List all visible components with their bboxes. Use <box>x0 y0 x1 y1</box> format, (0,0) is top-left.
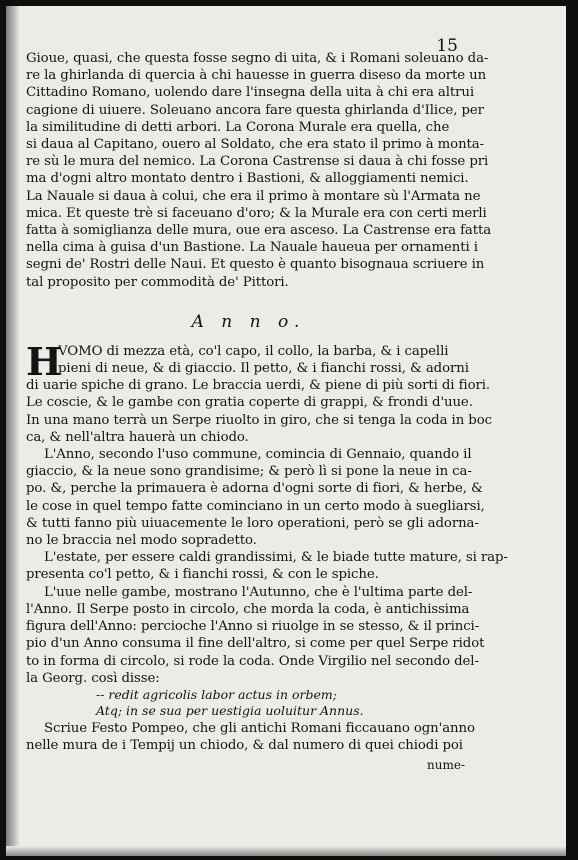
text-line: la similitudine di detti arbori. La Corona Murale era quella, che <box>26 119 450 135</box>
text-line: L'uue nelle gambe, mostrano l'Autunno, che è l'ultima parte del- <box>44 584 473 600</box>
text-line: cagione di uiuere. Soleuano ancora fare questa ghirlanda d'Ilice, per <box>26 102 484 118</box>
text-line: pieni di neue, & di giaccio. Il petto, & i fianchi rossi, & adorni <box>58 361 469 377</box>
text-line: di uarie spiche di grano. Le braccia uerdi, & piene di più sorti di fiori. <box>26 378 491 394</box>
page-number: 15 <box>436 36 458 56</box>
paragraph-autunno <box>26 584 485 687</box>
text-line: & tutti fanno più uiuacemente le loro operationi, però se gli adorna- <box>26 515 479 531</box>
section-heading: A n n o. <box>191 311 306 332</box>
text-line: giaccio, & la neue sono grandisime; & però lì si pone la neue in ca- <box>26 464 472 480</box>
verse-line: -- redit agricolis labor actus in orbem; <box>96 686 337 702</box>
text-line: no le braccia nel modo sopradetto. <box>26 533 257 549</box>
page-bottom-edge <box>6 846 566 856</box>
text-line: nelle mura de i Tempij un chiodo, & dal numero di quei chiodi poi <box>26 738 463 754</box>
text-line: La Nauale si daua à colui, che era il primo à montare sù l'Armata ne <box>26 188 481 204</box>
text-line: Cittadino Romano, uolendo dare l'insegna della uita à chi era altrui <box>26 85 474 101</box>
text-line: In una mano terrà un Serpe riuolto in giro, che si tenga la coda in boc <box>26 412 492 428</box>
text-line: Gioue, quasi, che questa fosse segno di uita, & i Romani soleuano da- <box>26 51 489 66</box>
paragraph-festo <box>26 720 475 754</box>
paragraph-corone <box>26 50 492 291</box>
text-line: po. &, perche la primauera è adorna d'ogni sorte di fiori, & herbe, & <box>26 481 483 497</box>
text-line: Scriue Festo Pompeo, che gli antichi Romani ficcauano ogn'anno <box>44 720 475 736</box>
text-line: figura dell'Anno: percioche l'Anno si riuolge in se stesso, & il princi- <box>26 619 480 635</box>
text-line: to in forma di circolo, si rode la coda. Onde Virgilio nel secondo del- <box>26 653 479 669</box>
text-line: VOMO di mezza età, co'l capo, il collo, la barba, & i capelli <box>58 343 449 359</box>
paragraph-gennaio <box>26 446 485 549</box>
text-line: tal proposito per commodità de' Pittori. <box>26 274 289 290</box>
text-line: presenta co'l petto, & i fianchi rossi, & con le spiche. <box>26 567 379 583</box>
paragraph-estate <box>26 549 508 583</box>
book-page <box>6 6 566 856</box>
catchword: nume- <box>427 758 465 773</box>
drop-cap: H <box>26 338 62 384</box>
text-line: ma d'ogni altro montato dentro i Bastioni, & alloggiamenti nemici. <box>26 171 469 187</box>
text-line: fatta à somiglianza delle mura, oue era asceso. La Castrense era fatta <box>26 223 492 239</box>
text-line: segni de' Rostri delle Naui. Et questo è quanto bisognaua scriuere in <box>26 257 485 273</box>
text-line: L'Anno, secondo l'uso commune, comincia di Gennaio, quando il <box>44 447 472 463</box>
text-line: mica. Et queste trè si faceuano d'oro; & la Murale era con certi merli <box>26 205 487 221</box>
text-line: ca, & nell'altra hauerà un chiodo. <box>26 429 249 445</box>
text-line: si daua al Capitano, ouero al Soldato, che era stato il primo à monta- <box>26 137 485 153</box>
text-line: le cose in quel tempo fatte cominciano in un certo modo à suegliarsi, <box>26 498 485 514</box>
text-body <box>26 50 508 773</box>
text-line: l'Anno. Il Serpe posto in circolo, che morda la coda, è antichissima <box>26 601 470 617</box>
text-line: re la ghirlanda di quercia à chi hauesse in guerra diseso da morte un <box>26 68 487 84</box>
text-line: Le coscie, & le gambe con gratia coperte di grappi, & frondi d'uue. <box>26 395 473 411</box>
text-line: pio d'un Anno consuma il fine dell'altro, si come per quel Serpe ridot <box>26 636 485 652</box>
text-line: nella cima à guisa d'un Bastione. La Nauale haueua per ornamenti i <box>26 240 478 256</box>
text-line: L'estate, per essere caldi grandissimi, & le biade tutte mature, si rap- <box>44 550 508 566</box>
verse-line: Atq; in se sua per uestigia uoluitur Annus. <box>96 703 364 719</box>
text-line: la Georg. così disse: <box>26 670 160 686</box>
binding-shadow <box>6 6 20 856</box>
paragraph-anno-description <box>26 338 492 446</box>
verse-quote <box>26 687 471 720</box>
text-line: re sù le mura del nemico. La Corona Castrense si daua à chi fosse pri <box>26 154 489 170</box>
